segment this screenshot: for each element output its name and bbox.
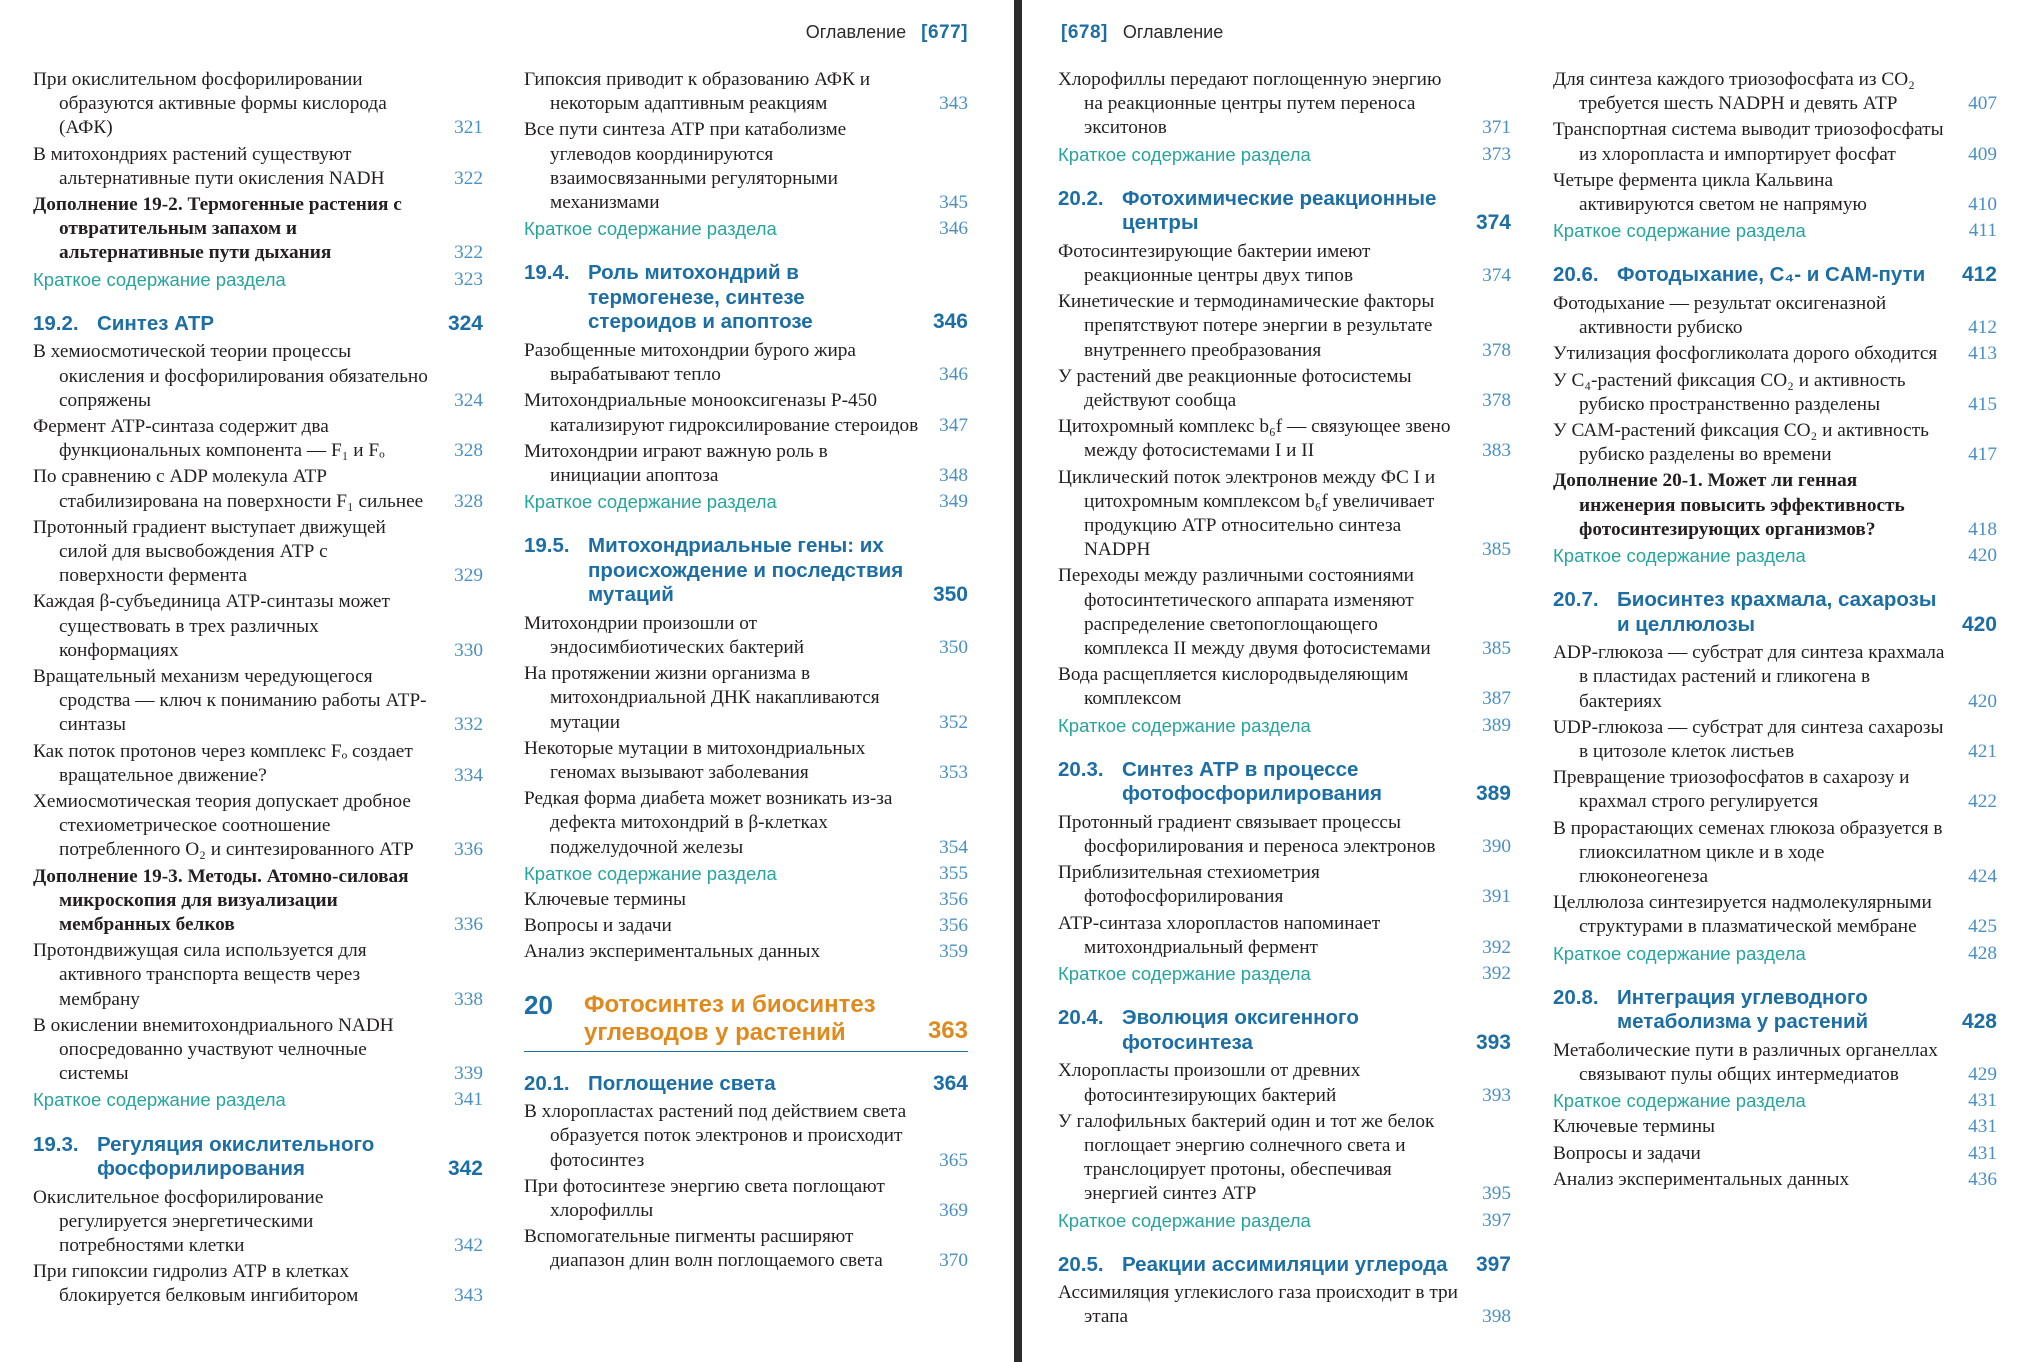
entry-page-number: 321 <box>454 117 483 139</box>
entry-text: Утилизация фосфогликолата дорого обходится <box>1553 343 1938 365</box>
toc-entry[interactable] <box>33 68 483 141</box>
entry-text: По сравнению с ADP молекула ATP стабилизирована на поверхности F₁ сильнее <box>33 466 424 512</box>
entry-page-number: 418 <box>1968 518 1997 540</box>
section-summary-entry[interactable] <box>524 862 968 886</box>
section-number: 20.7. <box>1553 588 1599 612</box>
toc-entry[interactable] <box>1553 1142 1997 1166</box>
toc-entry[interactable] <box>524 612 968 660</box>
entry-text: При окислительном фосфорилировании образуются активные формы кислорода (АФК) <box>33 69 387 139</box>
section-heading[interactable] <box>524 261 968 335</box>
toc-entry[interactable] <box>1058 240 1511 288</box>
entry-text: В окислении внемитохондриального NADH опосредованно участвуют челночные системы <box>33 1014 394 1085</box>
toc-entry[interactable] <box>1058 68 1511 141</box>
entry-text: Дополнение 19-2. Термогенные растения с отвратительным запахом и альтернативные пути дыхания <box>33 194 402 264</box>
toc-entry[interactable] <box>1058 290 1511 363</box>
entry-text: Хемиосмотическая теория допускает дробное стехиометрическое соотношение потребленного O₂ и синтезированного АТР <box>33 790 414 861</box>
section-number: 20.3. <box>1058 757 1104 781</box>
entry-page-number: 336 <box>454 914 483 935</box>
entry-text: У C₄-растений фиксация CO₂ и активность рубиско пространственно разделены <box>1553 369 1906 415</box>
entry-page-number: 397 <box>1482 1209 1511 1231</box>
entry-page-number: 354 <box>939 836 968 858</box>
toc-entry[interactable] <box>524 940 968 964</box>
entry-text: Цитохромный комплекс b₆f — связующее звено между фотосистемами I и II <box>1058 416 1451 462</box>
entry-text: Краткое содержание раздела <box>524 862 777 884</box>
entry-text: Хлоропласты произошли от древних фотосинтезирующих бактерий <box>1058 1060 1361 1106</box>
toc-entry[interactable] <box>1058 1110 1511 1207</box>
section-page: 342 <box>447 1157 483 1181</box>
entry-text: Вспомогательные пигменты расширяют диапазон длин волн поглощаемого света <box>524 1226 883 1272</box>
entry-text: Краткое содержание раздела <box>1553 942 1806 964</box>
toc-entry[interactable] <box>1553 891 1997 939</box>
entry-page-number: 420 <box>1968 690 1997 712</box>
entry-text: Переходы между различными состояниями фотосинтетического аппарата изменяют распределение светопоглощающего комплекса II между двумя фотосистемами <box>1058 565 1431 660</box>
entry-page-number: 338 <box>454 988 483 1010</box>
section-number: 19.4. <box>524 261 570 285</box>
entry-text: В хлоропластах растений под действием света образуется поток электронов и происходит фотосинтез <box>524 1101 907 1171</box>
entry-page-number: 429 <box>1968 1064 1997 1085</box>
box-entry[interactable] <box>33 193 483 266</box>
entry-page-number: 407 <box>1968 93 1997 115</box>
entry-page-number: 387 <box>1482 688 1511 710</box>
section-summary-entry[interactable] <box>524 217 968 241</box>
entry-page-number: 346 <box>939 218 968 240</box>
entry-text: Целлюлоза синтезируется надмолекулярными структурами в плазматической мембране <box>1553 892 1932 938</box>
entry-page-number: 436 <box>1968 1168 1997 1190</box>
entry-page-number: 378 <box>1482 339 1511 361</box>
entry-page-number: 350 <box>939 637 968 659</box>
toc-entry[interactable] <box>33 143 483 191</box>
section-page: 428 <box>1961 1010 1997 1034</box>
toc-entry[interactable] <box>1058 912 1511 960</box>
toc-entry[interactable] <box>1058 811 1511 859</box>
section-summary-entry[interactable] <box>1553 544 1997 568</box>
entry-text: Митохондриальные монооксигеназы Р-450 катализируют гидроксилирование стероидов <box>524 390 919 436</box>
section-heading[interactable] <box>524 1072 968 1097</box>
entry-page-number: 330 <box>454 639 483 661</box>
entry-text: UDP-глюкоза — субстрат для синтеза сахарозы в цитозоле клеток листьев <box>1553 716 1944 762</box>
toc-entry[interactable] <box>33 939 483 1012</box>
entry-page-number: 431 <box>1968 1090 1997 1112</box>
entry-page-number: 332 <box>454 714 483 736</box>
toc-entry[interactable] <box>1058 365 1511 413</box>
entry-page-number: 352 <box>939 711 968 733</box>
section-title: Синтез АТР <box>97 311 215 335</box>
toc-entry[interactable] <box>33 415 483 463</box>
entry-page-number: 425 <box>1968 916 1997 938</box>
section-number: 19.3. <box>33 1132 79 1156</box>
entry-page-number: 336 <box>454 839 483 861</box>
entry-page-number: 409 <box>1968 143 1997 165</box>
toc-entry[interactable] <box>1553 419 1997 467</box>
section-title: Синтез АТР в процессе фотофосфорилирования <box>1122 757 1382 806</box>
toc-entry[interactable] <box>1553 292 1997 340</box>
section-summary-entry[interactable] <box>1058 962 1511 986</box>
toc-entry[interactable] <box>1058 415 1511 463</box>
entry-page-number: 378 <box>1482 390 1511 412</box>
toc-entry[interactable] <box>33 465 483 513</box>
toc-entry[interactable] <box>33 516 483 589</box>
toc-entry[interactable] <box>1058 1059 1511 1107</box>
entry-text: Анализ экспериментальных данных <box>524 941 821 963</box>
section-summary-entry[interactable] <box>33 1088 483 1112</box>
toc-entry[interactable] <box>524 1100 968 1173</box>
toc-entry[interactable] <box>524 1225 968 1273</box>
entry-text: Вода расщепляется кислородвыделяющим комплексом <box>1058 664 1409 710</box>
entry-text: Краткое содержание раздела <box>1553 544 1806 566</box>
entry-page-number: 324 <box>454 389 483 411</box>
entry-page-number: 374 <box>1482 265 1511 287</box>
entry-page-number: 431 <box>1968 1116 1997 1138</box>
chapter-page: 363 <box>927 1016 968 1044</box>
entry-text: Протонный градиент связывает процессы фосфорилирования и переноса электронов <box>1058 811 1436 858</box>
toc-entry[interactable] <box>524 389 968 437</box>
toc-column <box>1553 68 1997 1194</box>
entry-page-number: 359 <box>939 941 968 963</box>
toc-entry[interactable] <box>1553 1168 1997 1192</box>
header-title: Оглавление <box>805 22 907 42</box>
entry-text: Краткое содержание раздела <box>1058 1209 1311 1231</box>
section-heading[interactable] <box>1058 187 1511 236</box>
section-title: Роль митохондрий в термогенезе, синтезе стероидов и апоптозе <box>588 261 813 334</box>
toc-entry[interactable] <box>524 914 968 938</box>
entry-text: Протонный градиент выступает движущей силой для высвобождения АТР с поверхности фермента <box>33 516 386 587</box>
entry-page-number: 412 <box>1968 317 1997 339</box>
section-page: 412 <box>1961 263 1997 287</box>
entry-page-number: 356 <box>939 889 968 911</box>
section-number: 20.8. <box>1553 985 1599 1009</box>
toc-entry[interactable] <box>1058 564 1511 661</box>
section-page: 346 <box>932 310 968 334</box>
section-page: 350 <box>932 583 968 607</box>
chapter-title: Фотосинтез и биосинтез углеводов у растений <box>584 990 876 1046</box>
entry-page-number: 369 <box>939 1200 968 1221</box>
entry-page-number: 365 <box>939 1149 968 1171</box>
toc-entry[interactable] <box>33 340 483 413</box>
entry-text: АТР-синтаза хлоропластов напоминает митохондриальный фермент <box>1058 912 1381 958</box>
entry-page-number: 345 <box>939 192 968 214</box>
entry-page-number: 385 <box>1482 638 1511 660</box>
entry-text: Фотодыхание — результат оксигеназной активности рубиско <box>1553 292 1887 339</box>
entry-text: Краткое содержание раздела <box>33 1089 286 1111</box>
entry-page-number: 370 <box>939 1250 968 1272</box>
entry-text: Превращение триозофосфатов в сахарозу и крахмал строго регулируется <box>1553 767 1910 813</box>
toc-entry[interactable] <box>1058 466 1511 563</box>
section-page: 364 <box>932 1071 968 1095</box>
toc-entry[interactable] <box>524 737 968 785</box>
section-title: Биосинтез крахмала, сахарозы и целлюлозы <box>1617 588 1937 636</box>
toc-entry[interactable] <box>33 590 483 663</box>
section-page: 374 <box>1475 211 1511 235</box>
entry-page-number: 392 <box>1482 936 1511 958</box>
toc-entry[interactable] <box>1553 1039 1997 1087</box>
toc-column <box>33 68 483 1311</box>
entry-text: У растений две реакционные фотосистемы действуют сообща <box>1058 365 1412 412</box>
entry-page-number: 328 <box>454 440 483 462</box>
entry-page-number: 392 <box>1482 963 1511 985</box>
entry-page-number: 328 <box>454 490 483 512</box>
entry-text: У галофильных бактерий один и тот же белок поглощает энергию солнечного света и транслоцирует протоны, обеспечивая энергией синтез АТР <box>1058 1110 1435 1205</box>
entry-text: Вращательный механизм чередующегося сродства — ключ к пониманию работы АТР-синтазы <box>33 665 427 736</box>
toc-entry[interactable] <box>1553 369 1997 417</box>
section-summary-entry[interactable] <box>524 490 968 514</box>
entry-text: Как поток протонов через комплекс Fₒ создает вращательное движение? <box>33 740 413 786</box>
section-page: 420 <box>1961 612 1997 636</box>
section-number: 19.2. <box>33 311 79 335</box>
toc-entry[interactable] <box>1553 766 1997 814</box>
entry-page-number: 428 <box>1968 942 1997 964</box>
entry-text: При гипоксии гидролиз АТР в клетках блокируется белковым ингибитором <box>33 1261 359 1307</box>
entry-page-number: 343 <box>454 1285 483 1307</box>
entry-page-number: 343 <box>939 93 968 115</box>
entry-text: В прорастающих семенах глюкоза образуется в глиоксилатном цикле и в ходе глюконеогенеза <box>1553 817 1943 887</box>
section-title: Поглощение света <box>588 1071 776 1095</box>
entry-text: Окислительное фосфорилирование регулируется энергетическими потребностями клетки <box>33 1186 324 1257</box>
section-number: 20.2. <box>1058 186 1104 210</box>
entry-page-number: 415 <box>1968 393 1997 415</box>
entry-text: Краткое содержание раздела <box>1058 143 1311 165</box>
toc-entry[interactable] <box>1553 641 1997 714</box>
toc-entry[interactable] <box>33 740 483 788</box>
entry-page-number: 393 <box>1482 1084 1511 1106</box>
entry-page-number: 411 <box>1968 220 1997 242</box>
entry-page-number: 373 <box>1482 143 1511 165</box>
entry-text: Кинетические и термодинамические факторы препятствуют потере энергии в результате внутреннего преобразования <box>1058 291 1435 361</box>
entry-text: Все пути синтеза АТР при катаболизме углеводов координируются взаимосвязанными регуляторными механизмами <box>524 119 847 214</box>
entry-page-number: 355 <box>939 862 968 884</box>
entry-text: Редкая форма диабета может возникать из-за дефекта митохондрий в β-клетках поджелудочной железы <box>524 788 893 858</box>
entry-text: Краткое содержание раздела <box>1058 714 1311 736</box>
entry-text: Хлорофиллы передают поглощенную энергию на реакционные центры путем переноса экситонов <box>1058 69 1442 139</box>
toc-entry[interactable] <box>524 662 968 735</box>
toc-entry[interactable] <box>33 665 483 738</box>
section-summary-entry[interactable] <box>1058 1209 1511 1233</box>
toc-entry[interactable] <box>33 1260 483 1308</box>
section-heading[interactable] <box>1058 1253 1511 1278</box>
header-title: Оглавление <box>1122 22 1224 42</box>
section-summary-entry[interactable] <box>1058 714 1511 738</box>
section-heading[interactable] <box>1553 263 1997 288</box>
entry-text: Четыре фермента цикла Кальвина активируются светом не напрямую <box>1553 169 1867 216</box>
chapter-number: 20 <box>524 989 553 1020</box>
entry-text: Митохондрии играют важную роль в инициации апоптоза <box>524 440 828 486</box>
entry-text: Дополнение 20-1. Может ли генная инженерия повысить эффективность фотосинтезирующих организмов? <box>1553 470 1905 540</box>
entry-page-number: 353 <box>939 762 968 784</box>
section-heading[interactable] <box>524 534 968 608</box>
entry-page-number: 413 <box>1968 343 1997 365</box>
entry-text: Вопросы и задачи <box>524 915 672 937</box>
section-heading[interactable] <box>1553 986 1997 1035</box>
entry-text: Для синтеза каждого триозофосфата из CO₂ требуется шесть NADPH и девять АТР <box>1553 69 1915 115</box>
entry-text: Разобщенные митохондрии бурого жира вырабатывают тепло <box>524 339 856 386</box>
entry-text: Дополнение 19-3. Методы. Атомно-силовая микроскопия для визуализации мембранных белков <box>33 865 409 935</box>
entry-page-number: 356 <box>939 915 968 937</box>
section-page: 393 <box>1475 1030 1511 1054</box>
toc-entry[interactable] <box>1058 1281 1511 1329</box>
entry-text: Ключевые термины <box>1553 1116 1715 1138</box>
toc-entry[interactable] <box>33 1014 483 1087</box>
section-heading[interactable] <box>33 1133 483 1182</box>
section-page: 324 <box>447 311 483 335</box>
entry-page-number: 424 <box>1968 865 1997 887</box>
header-page-number: [678] <box>1061 22 1108 43</box>
section-heading[interactable] <box>1058 1006 1511 1055</box>
toc-entry[interactable] <box>1058 861 1511 909</box>
toc-entry[interactable] <box>524 1175 968 1223</box>
toc-entry[interactable] <box>1058 663 1511 711</box>
section-number: 19.5. <box>524 534 570 558</box>
section-title: Митохондриальные гены: их происхождение и последствия мутаций <box>588 534 904 607</box>
entry-page-number: 395 <box>1482 1183 1511 1205</box>
entry-text: Фотосинтезирующие бактерии имеют реакционные центры двух типов <box>1058 240 1371 287</box>
toc-column <box>524 68 968 1276</box>
entry-page-number: 431 <box>1968 1142 1997 1164</box>
entry-text: Гипоксия приводит к образованию АФК и некоторым адаптивным реакциям <box>524 69 871 115</box>
toc-column <box>1058 68 1511 1332</box>
section-page: 397 <box>1475 1252 1511 1276</box>
entry-text: Метаболические пути в различных органеллах связывают пулы общих интермедиатов <box>1553 1039 1938 1085</box>
toc-entry[interactable] <box>524 440 968 488</box>
entry-text: Приблизительная стехиометрия фотофосфорилирования <box>1058 862 1320 908</box>
chapter-heading[interactable] <box>524 991 968 1052</box>
entry-text: ADP-глюкоза — субстрат для синтеза крахмала в пластидах растений и гликогена в бактериях <box>1553 642 1945 712</box>
entry-text: На протяжении жизни организма в митохондриальной ДНК накапливаются мутации <box>524 663 880 733</box>
section-title: Фотохимические реакционные центры <box>1122 186 1437 235</box>
entry-text: Транспортная система выводит триозофосфаты из хлоропласта и импортирует фосфат <box>1553 119 1944 165</box>
toc-entry[interactable] <box>1553 169 1997 217</box>
section-title: Регуляция окислительного фосфорилирования <box>97 1132 375 1181</box>
entry-page-number: 410 <box>1968 194 1997 216</box>
entry-text: Протондвижущая сила используется для активного транспорта веществ через мембрану <box>33 940 367 1010</box>
entry-text: Краткое содержание раздела <box>33 268 286 290</box>
section-number: 20.1. <box>524 1071 570 1095</box>
box-entry[interactable] <box>33 865 483 938</box>
entry-page-number: 322 <box>454 242 483 264</box>
entry-text: Ключевые термины <box>524 889 686 911</box>
box-entry[interactable] <box>1553 469 1997 542</box>
entry-text: Циклический поток электронов между ФС I и цитохромным комплексом b₆f увеличивает продукцию АТР относительно синтеза NADPH <box>1058 466 1436 561</box>
toc-entry[interactable] <box>1553 716 1997 764</box>
book-spine <box>1014 0 1022 1362</box>
entry-text: Краткое содержание раздела <box>524 491 777 513</box>
section-summary-entry[interactable] <box>1553 942 1997 966</box>
entry-text: Краткое содержание раздела <box>1553 220 1806 242</box>
toc-entry[interactable] <box>1553 68 1997 116</box>
entry-page-number: 422 <box>1968 791 1997 813</box>
entry-page-number: 329 <box>454 565 483 587</box>
toc-entry[interactable] <box>524 68 968 116</box>
entry-page-number: 346 <box>939 364 968 386</box>
section-title: Интеграция углеводного метаболизма у растений <box>1617 985 1869 1034</box>
entry-text: В хемиосмотической теории процессы окисления и фосфорилирования обязательно сопряжены <box>33 341 428 411</box>
entry-page-number: 323 <box>454 268 483 290</box>
section-title: Эволюция оксигенного фотосинтеза <box>1122 1006 1359 1054</box>
entry-text: Краткое содержание раздела <box>1553 1090 1806 1112</box>
section-heading[interactable] <box>1553 588 1997 637</box>
entry-text: Ассимиляция углекислого газа происходит в три этапа <box>1058 1282 1458 1328</box>
page-header <box>806 22 968 44</box>
toc-entry[interactable] <box>524 787 968 860</box>
section-page: 389 <box>1475 782 1511 806</box>
toc-entry[interactable] <box>33 790 483 863</box>
entry-page-number: 383 <box>1482 440 1511 462</box>
section-summary-entry[interactable] <box>1058 143 1511 167</box>
section-title: Фотодыхание, C₄- и CAM-пути <box>1617 263 1926 287</box>
entry-text: Анализ экспериментальных данных <box>1553 1168 1850 1190</box>
section-summary-entry[interactable] <box>1553 219 1997 243</box>
entry-page-number: 421 <box>1968 740 1997 762</box>
entry-text: Краткое содержание раздела <box>524 218 777 240</box>
entry-text: Митохондрии произошли от эндосимбиотических бактерий <box>524 612 805 659</box>
entry-text: У САМ-растений фиксация CO₂ и активность рубиско разделены во времени <box>1553 419 1929 466</box>
entry-text: Некоторые мутации в митохондриальных геномах вызывают заболевания <box>524 737 866 784</box>
entry-text: Вопросы и задачи <box>1553 1142 1701 1164</box>
entry-text: Каждая β-субъединица АТР-синтазы может существовать в трех различных конформациях <box>33 591 390 661</box>
entry-page-number: 334 <box>454 764 483 786</box>
entry-page-number: 371 <box>1482 117 1511 139</box>
section-number: 20.6. <box>1553 263 1599 287</box>
entry-page-number: 417 <box>1968 444 1997 466</box>
toc-entry[interactable] <box>1553 342 1997 366</box>
entry-text: При фотосинтезе энергию света поглощают хлорофиллы <box>524 1175 885 1221</box>
entry-page-number: 420 <box>1968 544 1997 566</box>
entry-page-number: 339 <box>454 1063 483 1085</box>
entry-page-number: 348 <box>939 464 968 486</box>
entry-text: В митохондриях растений существуют альтернативные пути окисления NADH <box>33 143 385 189</box>
toc-entry[interactable] <box>1553 817 1997 890</box>
right-page <box>1022 0 2028 1362</box>
entry-text: Фермент АТР-синтаза содержит два функциональных компонента — F₁ и Fₒ <box>33 415 385 462</box>
entry-page-number: 341 <box>454 1089 483 1111</box>
header-page-number: [677] <box>921 22 968 43</box>
section-title: Реакции ассимиляции углерода <box>1122 1252 1448 1276</box>
entry-page-number: 385 <box>1482 539 1511 561</box>
section-number: 20.5. <box>1058 1252 1104 1276</box>
toc-entry[interactable] <box>524 118 968 215</box>
entry-page-number: 390 <box>1482 836 1511 858</box>
entry-page-number: 347 <box>939 414 968 436</box>
toc-entry[interactable] <box>1553 118 1997 166</box>
page-header <box>1061 22 1223 44</box>
toc-entry[interactable] <box>524 339 968 387</box>
entry-page-number: 391 <box>1482 886 1511 908</box>
entry-page-number: 342 <box>454 1235 483 1257</box>
section-heading[interactable] <box>1058 758 1511 807</box>
entry-page-number: 389 <box>1482 714 1511 736</box>
toc-entry[interactable] <box>524 888 968 912</box>
section-heading[interactable] <box>33 312 483 337</box>
toc-entry[interactable] <box>1553 1115 1997 1139</box>
section-summary-entry[interactable] <box>33 268 483 292</box>
section-number: 20.4. <box>1058 1006 1104 1030</box>
toc-entry[interactable] <box>33 1186 483 1259</box>
entry-page-number: 322 <box>454 167 483 189</box>
section-summary-entry[interactable] <box>1553 1089 1997 1113</box>
entry-page-number: 349 <box>939 491 968 513</box>
entry-text: Краткое содержание раздела <box>1058 963 1311 985</box>
entry-page-number: 398 <box>1482 1306 1511 1328</box>
